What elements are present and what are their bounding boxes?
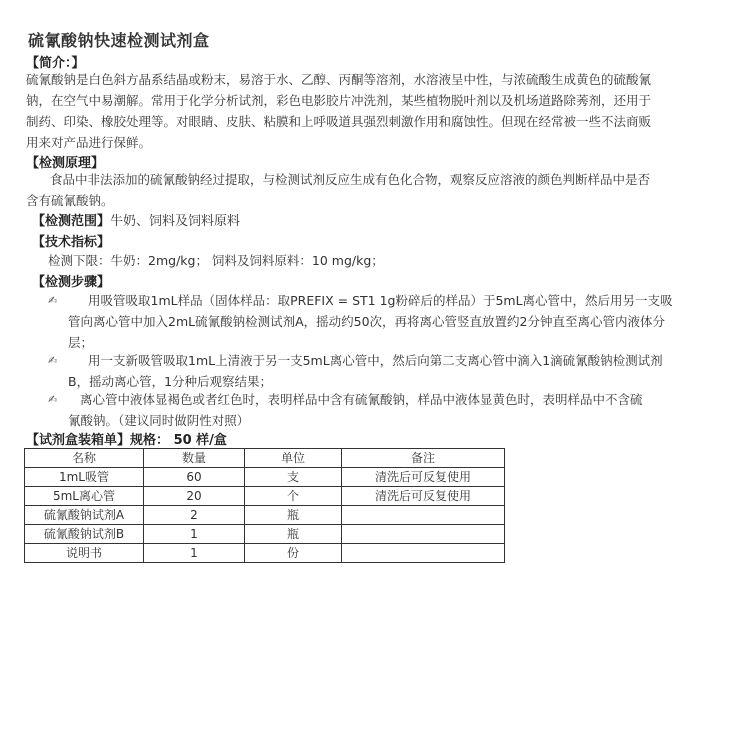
table-cell: 清洗后可反复使用: [342, 468, 505, 487]
writing-hand-icon: ✍: [48, 294, 58, 307]
page-title: 硫氰酸钠快速检测试剂盒: [28, 31, 210, 50]
principle-paragraph: [26, 169, 650, 211]
table-row: [25, 506, 505, 525]
steps-heading: 【检测步骤】: [32, 275, 111, 290]
step-line: 用吸管吸取1mL样品（固体样品：取PREFIX = ST1 1g粉碎后的样品）于5mL离心管中，然后用另一支吸: [88, 293, 673, 308]
principle-line: 食品中非法添加的硫氰酸钠经过提取，与检测试剂反应生成有色化合物，观察反应溶液的颜色判断样品中是否: [50, 172, 651, 187]
step-line: 氰酸钠。（建议同时做阴性对照）: [68, 413, 250, 428]
table-cell: 2: [144, 506, 245, 525]
table-cell: 清洗后可反复使用: [342, 487, 505, 506]
step-line: 用一支新吸管吸取1mL上清液于另一支5mL离心管中，然后向第二支离心管中滴入1滴硫氰酸钠检测试剂: [88, 353, 663, 368]
table-cell: 说明书: [25, 544, 144, 563]
column-header: 数量: [144, 449, 245, 468]
table-cell: 硫氰酸钠试剂B: [25, 525, 144, 544]
table-cell: 支: [245, 468, 342, 487]
specs-heading: 【技术指标】: [32, 235, 111, 250]
table-cell: 20: [144, 487, 245, 506]
step-line: 管向离心管中加入2mL硫氰酸钠检测试剂A，摇动约50次，再将离心管竖直放置约2分钟直至离心管内液体分: [68, 314, 666, 329]
table-cell: 60: [144, 468, 245, 487]
table-row: [25, 525, 505, 544]
table-cell: 硫氰酸钠试剂A: [25, 506, 144, 525]
step-item: [48, 290, 738, 353]
kit-section-heading: [26, 429, 227, 448]
intro-line: 制药、印染、橡胶处理等。对眼睛、皮肤、粘膜和上呼吸道具强烈刺激作用和腐蚀性。但现在经常被一些不法商贩: [26, 114, 652, 129]
table-cell: 1: [144, 544, 245, 563]
table-cell: [342, 544, 505, 563]
kit-spec-value: 50 样/盒: [173, 433, 227, 448]
step-line: B，摇动离心管，1分种后观察结果；: [68, 374, 273, 389]
kit-heading: 【试剂盒装箱单】: [26, 433, 131, 448]
table-cell: 份: [245, 544, 342, 563]
table-cell: 瓶: [245, 525, 342, 544]
step-item: [48, 389, 738, 431]
step-item: [48, 350, 738, 392]
column-header: 名称: [25, 449, 144, 468]
table-header-row: [25, 449, 505, 468]
step-line: 离心管中液体显褐色或者红色时，表明样品中含有硫氰酸钠，样品中液体显黄色时，表明样品中不含硫: [80, 392, 643, 407]
kit-spec-label: 规格：: [130, 433, 170, 448]
table-cell: [342, 506, 505, 525]
table-cell: 瓶: [245, 506, 342, 525]
table-cell: 5mL离心管: [25, 487, 144, 506]
writing-hand-icon: ✍: [48, 393, 58, 406]
writing-hand-icon: ✍: [48, 354, 58, 367]
intro-paragraph: [26, 69, 651, 153]
column-header: 备注: [342, 449, 505, 468]
column-header: 单位: [245, 449, 342, 468]
intro-line: 硫氰酸钠是白色斜方晶系结晶或粉末，易溶于水、乙醇、丙酮等溶剂，水溶液呈中性，与浓硫酸生成黄色的硫酸氰: [26, 72, 652, 87]
step-line: 层；: [68, 335, 94, 350]
principle-line: 含有硫氰酸钠。: [26, 193, 114, 208]
table-row: [25, 487, 505, 506]
specs-text: 检测下限：牛奶：2mg/kg； 饲料及饲料原料：10 mg/kg；: [48, 253, 384, 268]
table-cell: 个: [245, 487, 342, 506]
kit-contents-table: [24, 448, 505, 563]
table-cell: 1mL吸管: [25, 468, 144, 487]
table-cell: 1: [144, 525, 245, 544]
scope-text: 牛奶、饲料及饲料原料: [110, 214, 241, 229]
table-row: [25, 468, 505, 487]
intro-line: 钠，在空气中易潮解。常用于化学分析试剂，彩色电影胶片冲洗剂，某些植物脱叶剂以及机场道路除莠剂，还用于: [26, 93, 652, 108]
intro-line: 用来对产品进行保鲜。: [26, 135, 152, 150]
scope-heading: 【检测范围】: [32, 214, 111, 229]
scope-section: [32, 210, 240, 229]
table-row: [25, 544, 505, 563]
principle-heading: 【检测原理】: [26, 156, 105, 171]
table-cell: [342, 525, 505, 544]
intro-heading: 【简介：】: [26, 56, 85, 71]
